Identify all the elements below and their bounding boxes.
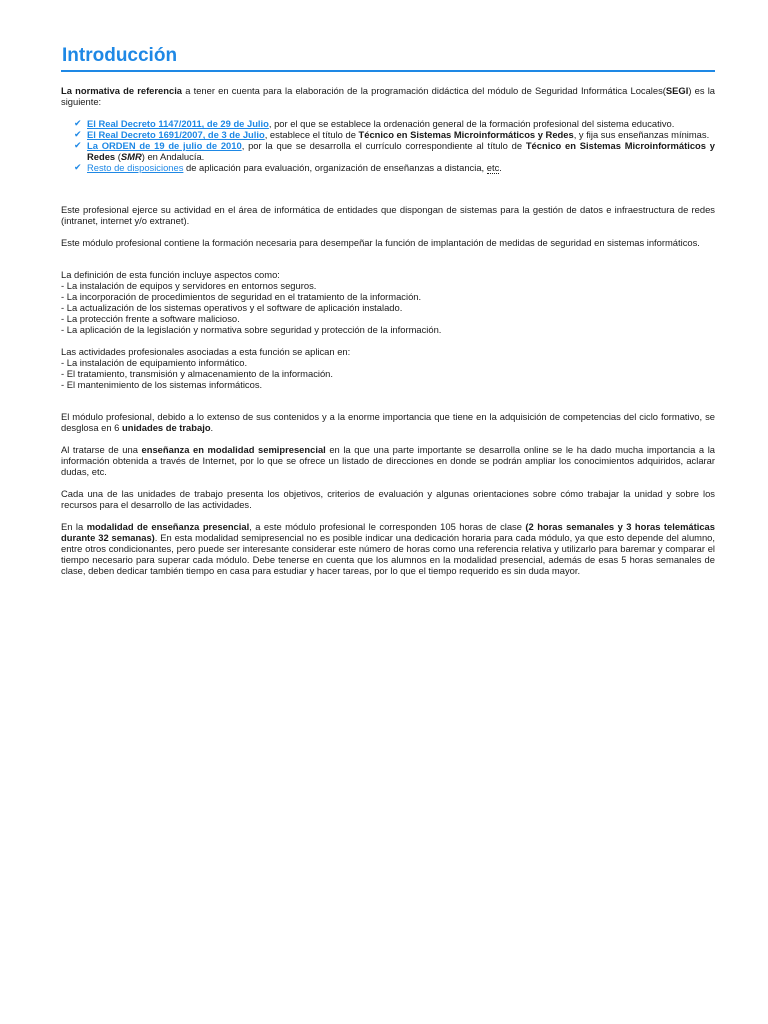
check-icon: ✔	[74, 118, 82, 128]
normativa-item-orden-2010: ✔ La ORDEN de 19 de julio de 2010, por la que se desarrolla el currículo correspondiente al título de Técnico en Sistemas Microinformáticos y Redes (SMR) en Andalucía.	[74, 140, 715, 162]
actividades-list	[61, 357, 715, 390]
check-icon: ✔	[74, 129, 82, 139]
list-item: - La instalación de equipamiento informático.	[61, 357, 248, 368]
list-item: - El tratamiento, transmisión y almacenamiento de la información.	[61, 368, 333, 379]
list-item: - La protección frente a software malicioso.	[61, 313, 240, 324]
aspectos-list	[61, 280, 715, 335]
paragraph-semipresencial: Al tratarse de una enseñanza en modalidad semipresencial en la que una parte importante se desarrolla online se le ha dado mucha importancia a la información obtenida a través de Internet, por lo que se ofrece un listado de direcciones en donde se podrán ampliar los conocimientos adquiridos, aclarar dudas, etc.	[61, 444, 715, 477]
link-real-decreto-1691[interactable]: El Real Decreto 1691/2007, de 3 de Julio	[87, 129, 265, 140]
intro-bold-normativa: La normativa de referencia	[61, 85, 183, 96]
normativa-item-resto: ✔ Resto de disposiciones de aplicación para evaluación, organización de enseñanzas a distancia, etc.	[74, 162, 502, 173]
normativa-list	[61, 118, 715, 173]
list-item: - La incorporación de procedimientos de seguridad en el tratamiento de la información.	[61, 291, 422, 302]
link-orden-2010[interactable]: La ORDEN de 19 de julio de 2010	[87, 140, 242, 151]
normativa-item-rd-1147: ✔ El Real Decreto 1147/2011, de 29 de Julio, por el que se establece la ordenación general de la formación profesional del sistema educativo.	[74, 118, 675, 129]
check-icon: ✔	[74, 140, 82, 150]
intro-paragraph: La normativa de referencia a tener en cuenta para la elaboración de la programación didáctica del módulo de Seguridad Informática Locales(SEGI) es la siguiente:	[61, 85, 715, 107]
paragraph-definicion: La definición de esta función incluye aspectos como:	[61, 269, 280, 280]
paragraph-profesional: Este profesional ejerce su actividad en el área de informática de entidades que dispongan de sistemas para la gestión de datos e infraestructura de redes (intranet, internet y/o extranet).	[61, 204, 715, 226]
list-item: - La aplicación de la legislación y normativa sobre seguridad y protección de la información.	[61, 324, 442, 335]
link-real-decreto-1147[interactable]: El Real Decreto 1147/2011, de 29 de Julio	[87, 118, 269, 129]
paragraph-presencial: En la modalidad de enseñanza presencial, a este módulo profesional le corresponden 105 horas de clase (2 horas semanales y 3 horas telemáticas durante 32 semanas). En esta modalidad semipresencial no es posible indicar una dedicación horaria para cada módulo, ya que esto depende del alumno, entre otros condicionantes, pero puede ser interesante considerar este número de horas como una referencia relativa y utilizarlo para baremar y comparar el tiempo necesario para superar cada módulo. Debe tenerse en cuenta que los alumnos en la modalidad presencial, además de esas 5 horas semanales de clase, deben dedicar también tiempo en casa para estudiar y hacer tareas, por lo que el tiempo requerido es sin duda mayor.	[61, 521, 715, 576]
page-title: Introducción	[61, 44, 715, 72]
etc-abbr: etc	[486, 162, 500, 173]
list-item: - El mantenimiento de los sistemas informáticos.	[61, 379, 263, 390]
normativa-item-rd-1691: ✔ El Real Decreto 1691/2007, de 3 de Julio, establece el título de Técnico en Sistemas Microinformáticos y Redes, y fija sus enseñanzas mínimas.	[74, 129, 710, 140]
paragraph-desglose: El módulo profesional, debido a lo extenso de sus contenidos y a la enorme importancia que tiene en la adquisición de competencias del ciclo formativo, se desglosa en 6 unidades de trabajo.	[61, 411, 715, 433]
paragraph-modulo: Este módulo profesional contiene la formación necesaria para desempeñar la función de implantación de medidas de seguridad en sistemas informáticos.	[61, 237, 700, 248]
list-item: - La actualización de los sistemas operativos y el software de aplicación instalado.	[61, 302, 403, 313]
paragraph-actividades: Las actividades profesionales asociadas a esta función se aplican en:	[61, 346, 351, 357]
link-resto-disposiciones[interactable]: Resto de disposiciones	[87, 162, 184, 173]
intro-bold-segi: SEGI	[665, 85, 689, 96]
paragraph-unidades: Cada una de las unidades de trabajo presenta los objetivos, criterios de evaluación y algunas orientaciones sobre cómo trabajar la unidad y sobre los recursos para el desarrollo de las actividades.	[61, 488, 715, 510]
list-item: - La instalación de equipos y servidores en entornos seguros.	[61, 280, 317, 291]
check-icon: ✔	[74, 162, 82, 172]
